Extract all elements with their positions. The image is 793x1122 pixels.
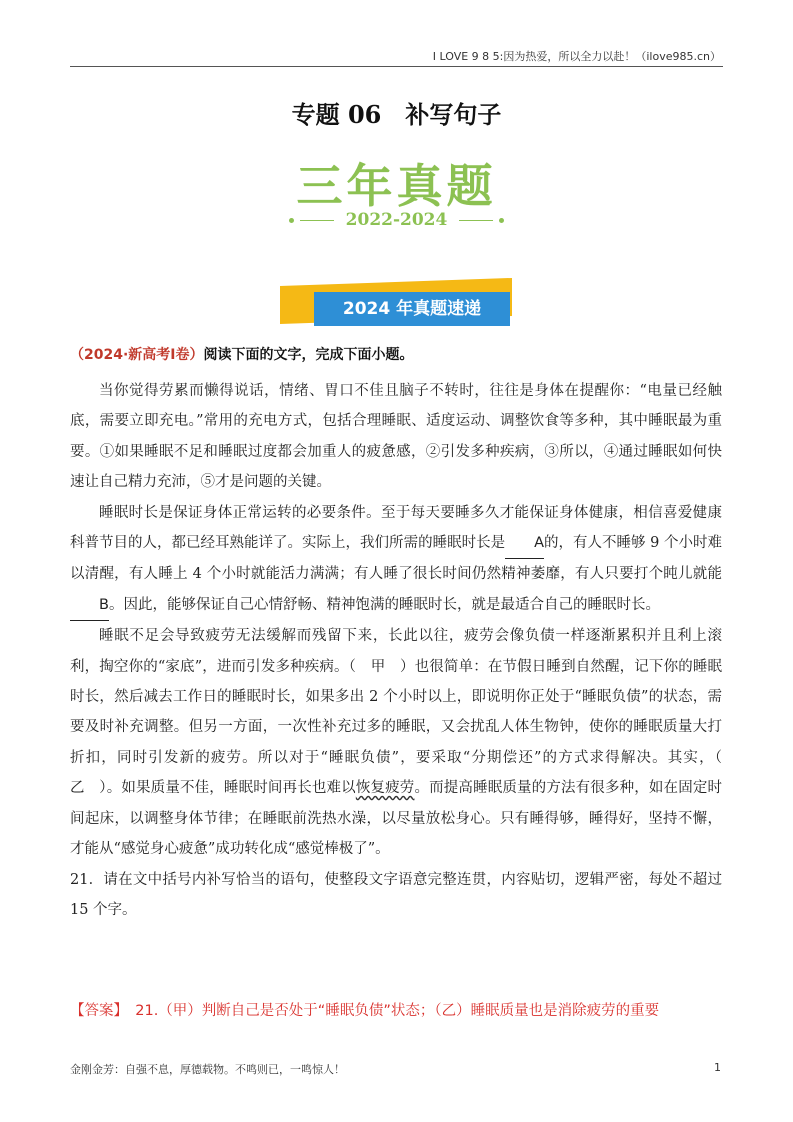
answer-line [70, 999, 730, 1020]
header-note: I LOVE 9 8 5:因为热爱，所以全力以赴！（ilove985.cn） [432, 50, 721, 63]
decor-dot-right [499, 218, 504, 223]
page-title: 专题 06 补写句子 [291, 100, 502, 129]
passage-paragraph-3 [70, 621, 737, 864]
section-banner [270, 282, 515, 330]
answer-label: 【答案】 [70, 1003, 121, 1019]
p2-text-a: 睡眠时长是保证身体正常运转的必要条件。至于每天要睡多久才能保证身体健康，相信喜爱健康科普节目的人，都已经耳熟能详了。实际上，我们所需的睡眠时长是 [70, 504, 722, 552]
p3-text-b: 。而提高睡眠质量的方法有很多种，如在固定时间起床，以调整身体节律；在睡眠前洗热水澡，以尽量放松身心。只有睡得够，睡得好，坚持不懈，才能从“感觉身心疲惫”成功转化成“感觉棒极了”。 [70, 780, 723, 858]
section-big-title: 三年真题 [296, 159, 497, 213]
blank-b: B [70, 590, 109, 621]
year-range-text: 2022-2024 [345, 210, 448, 230]
passage [70, 376, 737, 925]
question-21: 21．请在文中括号内补写恰当的语句，使整段文字语意完整连贯，内容贴切，逻辑严密，每处不超过 15 个字。 [70, 871, 722, 918]
passage-paragraph-2 [70, 498, 722, 622]
question-heading [70, 344, 414, 364]
decor-dot-left [289, 218, 294, 223]
blank-a: A [505, 528, 544, 559]
year-range [0, 210, 793, 230]
header-divider [70, 66, 723, 67]
page-number: 1 [714, 1061, 721, 1074]
p3-text-a: 睡眠不足会导致疲劳无法缓解而残留下来，长此以往，疲劳会像负债一样逐渐累积并且利上滚利，掏空你的“家底”，进而引发多种疾病。（ 甲 ）也很简单：在节假日睡到自然醒，记下你的睡眠时长，然后减去工作日的睡眠时长，如果多出 2 个小时以上，即说明你正处于“睡眠负债”的状态，需要及时补充调整。但另一方面，一次性补充过多的睡眠，又会扰乱人体生物钟，使你的睡眠质量大打折扣，同时引发新的疲劳。所以对于“睡眠负债”，要采取“分期偿还”的方式求得解决。其实，（ 乙 ）。如果质量不佳，睡眠时间再长也难以 [70, 628, 737, 797]
p2-text-c: 。因此，能够保证自己心情舒畅、精神饱满的睡眠时长，就是最适合自己的睡眠时长。 [108, 596, 660, 613]
decor-line-right [459, 220, 493, 221]
question-source: （2024·新高考Ⅰ卷） [70, 347, 204, 363]
decor-line-left [300, 220, 334, 221]
question-instruction: 阅读下面的文字，完成下面小题。 [203, 347, 414, 363]
p2-text-b: 的，有人不睡够 9 个小时难以清醒，有人睡上 4 个小时就能活力满满；有人睡了很长时间仍然精神萎靡，有人只要打个盹儿就能 [70, 535, 722, 583]
banner-label: 2024 年真题速递 [314, 292, 510, 326]
wavy-underlined-phrase: 恢复疲劳 [355, 780, 415, 797]
answer-text: 21.（甲）判断自己是否处于“睡眠负债”状态；（乙）睡眠质量也是消除疲劳的重要 [120, 1003, 660, 1019]
footer-motto: 金刚金芳：自强不息，厚德载物。不鸣则已，一鸣惊人！ [70, 1063, 345, 1076]
passage-paragraph-1: 当你觉得劳累而懒得说话，情绪、胃口不佳且脑子不转时，往往是身体在提醒你：“电量已经触底，需要立即充电。”常用的充电方式，包括合理睡眠、适度运动、调整饮食等多种，其中睡眠最为重要。①如果睡眠不足和睡眠过度都会加重人的疲惫感，②引发多种疾病，③所以，④通过睡眠如何快速让自己精力充沛，⑤才是问题的关键。 [70, 383, 722, 491]
